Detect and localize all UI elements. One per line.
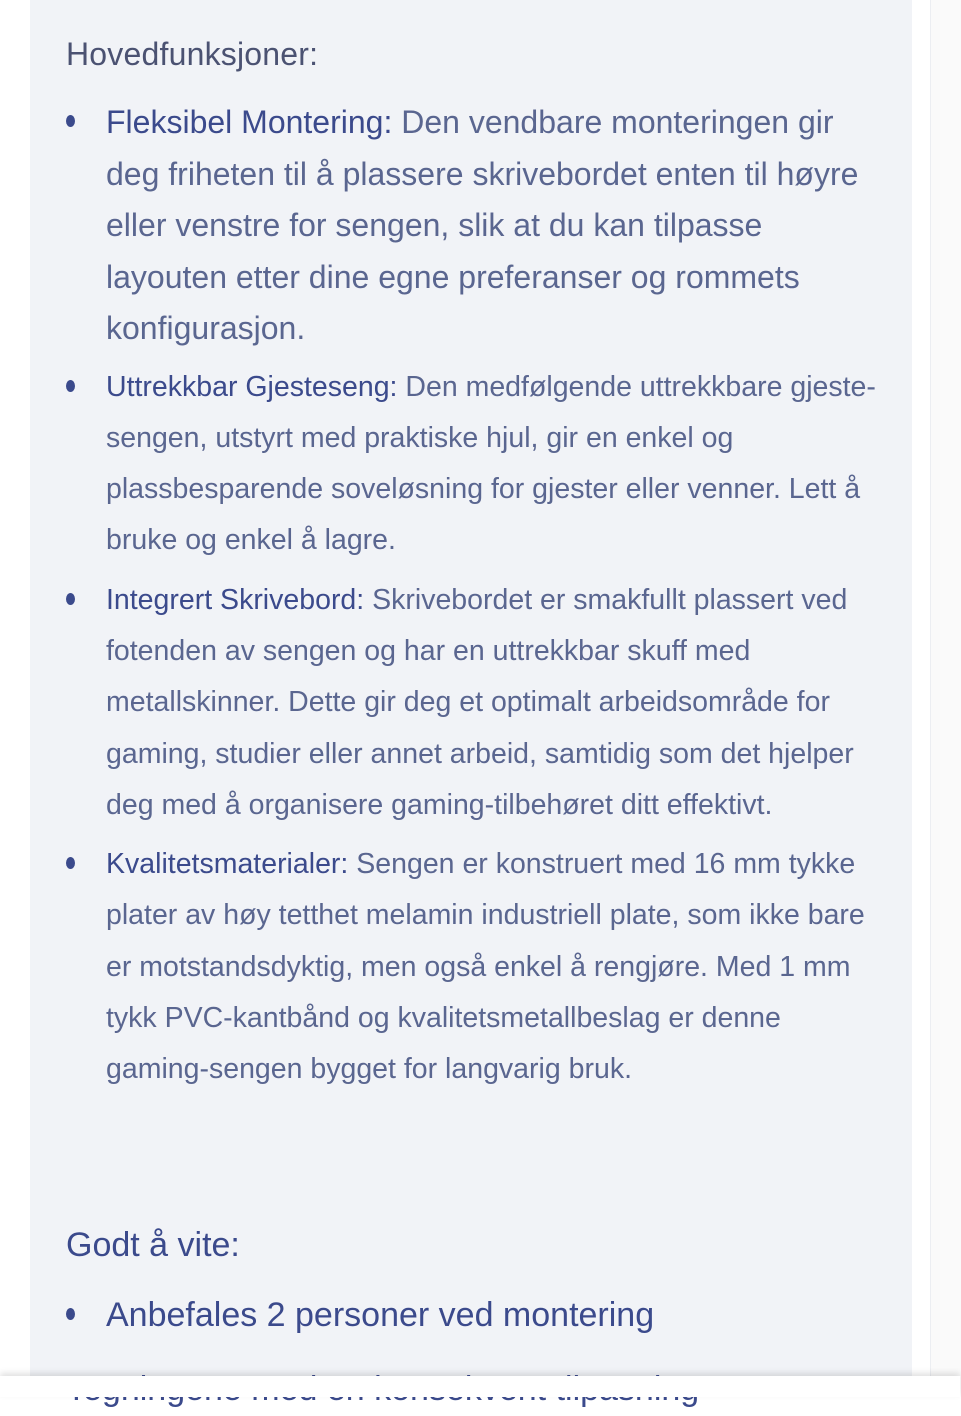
feature-text: Den medfølgende uttrekkbare gjeste-sengen, utstyrt med praktiske hjul, gir en enkel og plassbesparende soveløsning for gjester eller venner. Lett å bruke og enkel å lagre.: [106, 370, 876, 557]
tip-text: Anbefales 2 personer ved montering: [106, 1296, 655, 1334]
bottom-toolbar: [0, 1376, 960, 1397]
bullet-icon: [66, 1308, 75, 1320]
list-item: [66, 1288, 876, 1342]
feature-text: Sengen er konstruert med 16 mm tykke plater av høy tetthet melamin industriell plate, som ikke bare er motstandsdyktig, men også enkel å rengjøre. Med 1 mm tykk PVC-kantbånd og kvalitetsmetallbeslag er denne gaming-sengen bygget for langvarig bruk.: [106, 848, 865, 1086]
feature-title: Fleksibel Montering:: [106, 104, 393, 140]
bullet-icon: [66, 115, 75, 127]
feature-title: Kvalitetsmaterialer:: [106, 848, 349, 881]
bullet-icon: [66, 593, 75, 605]
bullet-icon: [66, 380, 75, 392]
list-item: [66, 362, 876, 567]
section-heading-good-to-know: Godt å vite:: [66, 1226, 240, 1264]
list-item: [66, 839, 876, 1095]
adjacent-panel-edge: [930, 0, 961, 1376]
feature-text: Skrivebordet er smakfullt plassert ved fotenden av sengen og har en uttrekkbar skuff med metallskinner. Dette gir deg et optimalt arbeidsområde for gaming, studier eller annet arbeid, samtidig som det hjelper deg med å organisere gaming-tilbehøret ditt effektivt.: [106, 583, 854, 821]
feature-title: Uttrekkbar Gjesteseng:: [106, 370, 398, 403]
tips-list: [66, 1288, 876, 1342]
list-item: [66, 575, 876, 831]
bullet-icon: [66, 857, 75, 869]
section-heading-main-features: Hovedfunksjoner:: [66, 36, 319, 72]
list-item: [66, 97, 876, 355]
feature-list: [66, 97, 876, 1104]
feature-text: Den vendbare monteringen gir deg friheten til å plassere skrivebordet enten til høyre eller venstre for sengen, slik at du kan tilpasse layouten etter dine egne preferanser og rommets konfigurasjon.: [106, 104, 859, 346]
content-panel: [30, 0, 912, 1376]
feature-title: Integrert Skrivebord:: [106, 583, 365, 616]
